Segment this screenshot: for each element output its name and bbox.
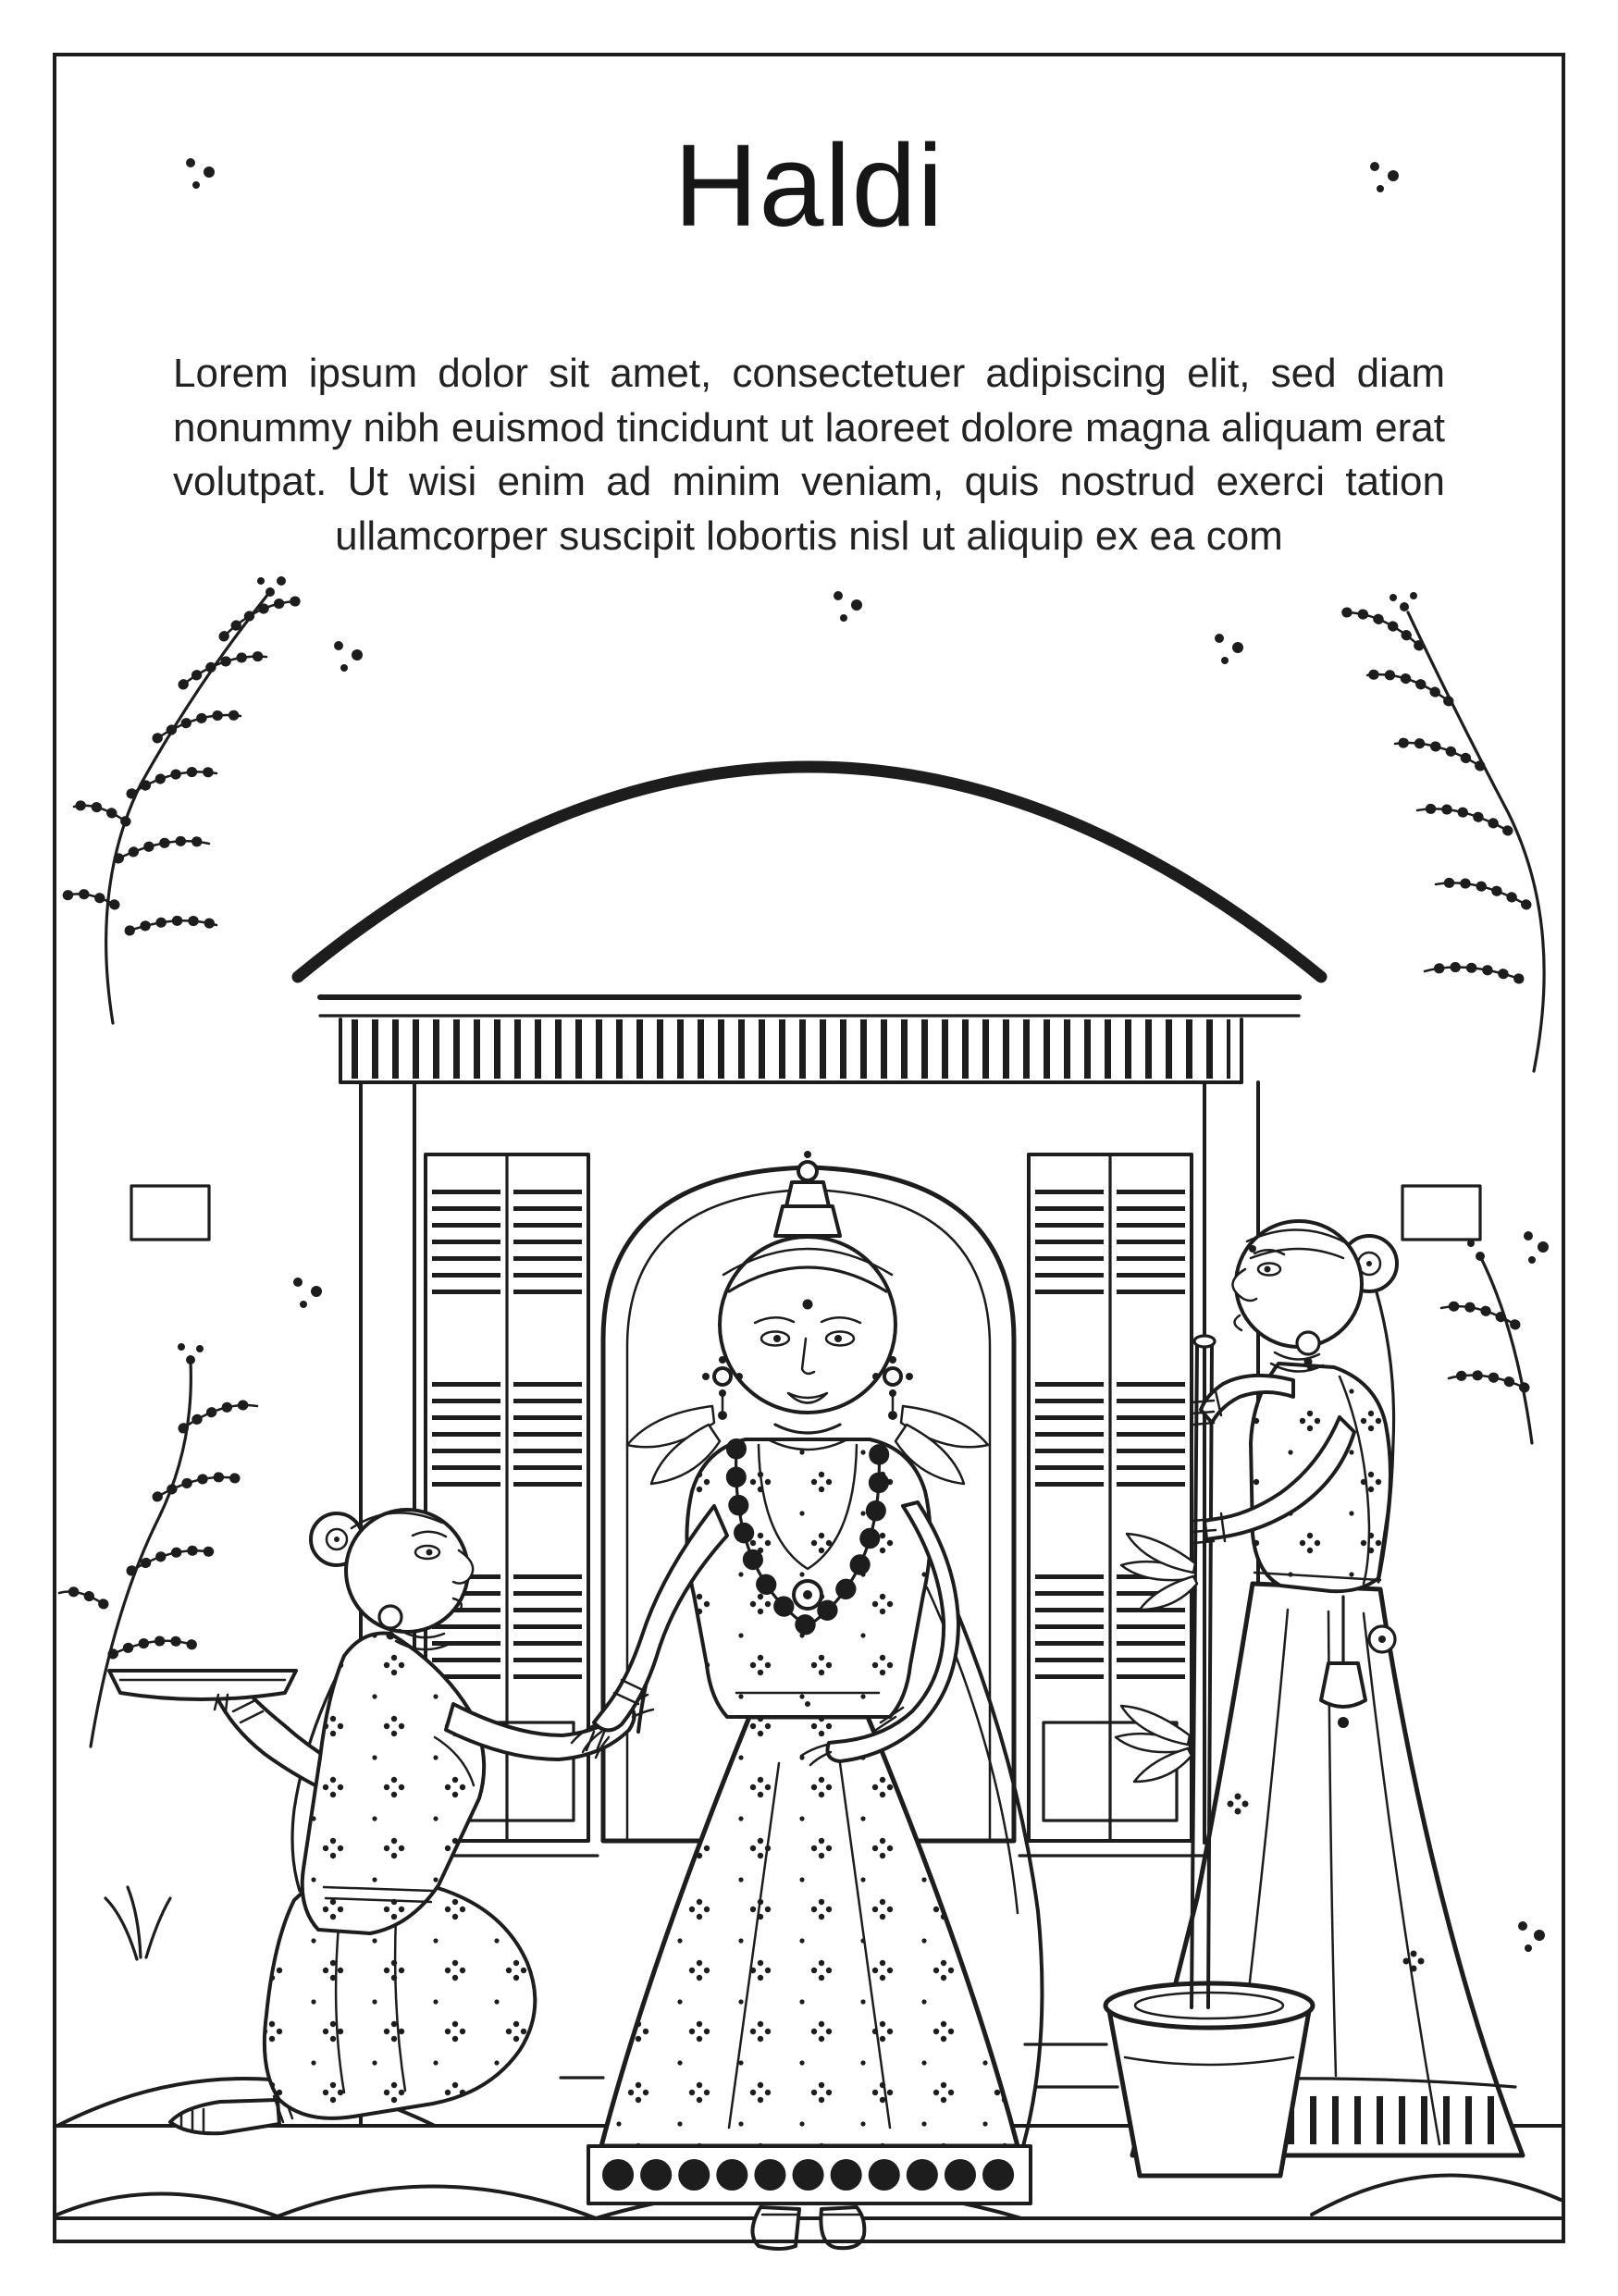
mortar xyxy=(1105,1983,1313,2176)
earring xyxy=(379,1606,401,1628)
page-title: Haldi xyxy=(673,120,945,251)
branch-right-bottom xyxy=(1441,1240,1532,1443)
tray xyxy=(109,1671,296,1711)
foot xyxy=(170,2100,279,2133)
grass-tuft xyxy=(105,1887,170,1959)
bride-foot-right xyxy=(821,2207,864,2248)
bindi xyxy=(803,1300,813,1310)
branch-right-top xyxy=(1345,592,1544,1071)
bindi xyxy=(1249,1245,1256,1253)
side-window-right xyxy=(1402,1186,1480,1240)
face xyxy=(346,1510,468,1632)
branch-left-top xyxy=(67,576,296,1023)
bride-bodice xyxy=(686,1439,930,1717)
pavilion-dome xyxy=(298,767,1321,977)
intro-paragraph: Lorem ipsum dolor sit amet, consectetuer adipiscing elit, sed diam nonummy nibh euismod tincidunt ut laoreet dolore magna aliquam erat volutpat. Ut wisi enim ad minim veniam, quis nostrud exerci tation ullamcorper suscipit lobortis nisl ut aliquip ex ea com xyxy=(173,351,1445,559)
lips xyxy=(1234,1315,1241,1330)
earring xyxy=(1297,1332,1319,1354)
side-window-left xyxy=(131,1186,209,1240)
